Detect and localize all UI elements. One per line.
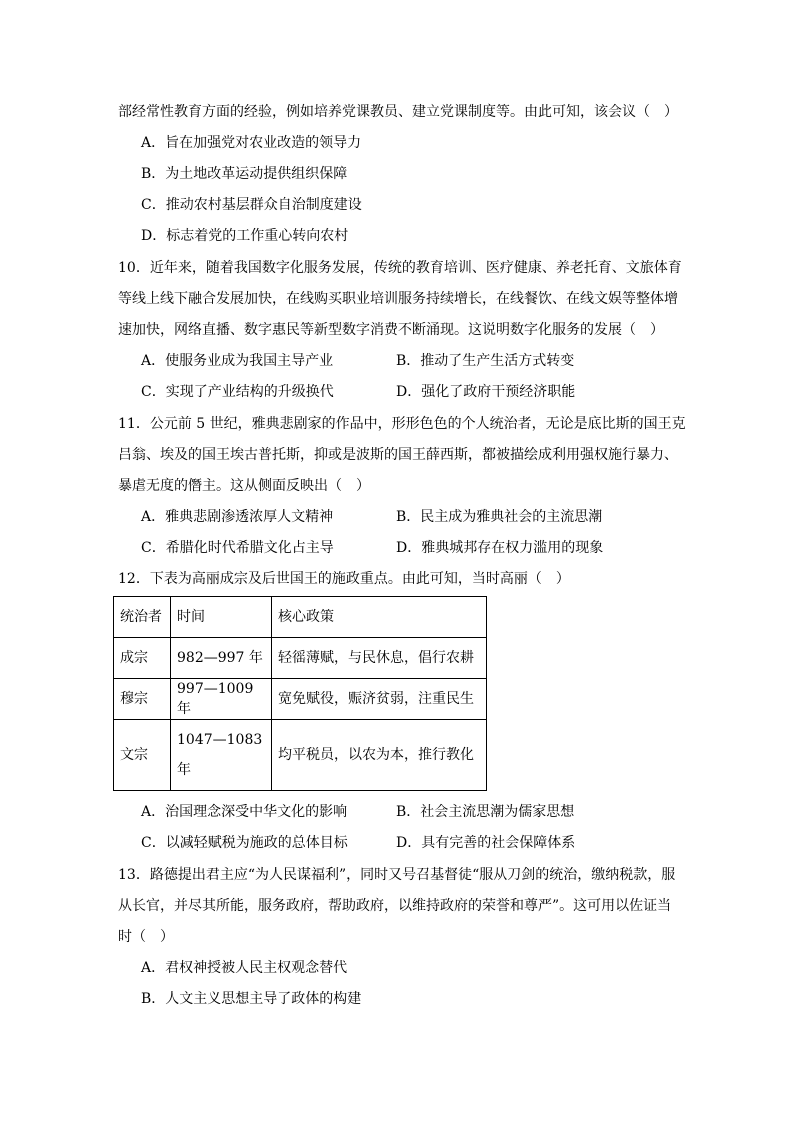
table-cell-policy: 均平税员，以农为本，推行教化 xyxy=(272,720,487,791)
q13-stem-line-3: 时（ ） xyxy=(118,929,174,945)
q9-option-d[interactable]: D．标志着党的工作重心转向农村 xyxy=(141,228,349,244)
policy-table xyxy=(113,596,487,791)
table-row xyxy=(114,638,487,679)
q11-stem-line-3: 暴虐无度的僭主。这从侧面反映出（ ） xyxy=(118,478,370,494)
q10-option-b[interactable]: B．推动了生产生活方式转变 xyxy=(396,353,575,369)
q12-option-c[interactable]: C．以减轻赋税为施政的总体目标 xyxy=(141,835,348,851)
q11-option-b[interactable]: B．民主成为雅典社会的主流思潮 xyxy=(396,509,603,525)
q12-option-b[interactable]: B．社会主流思潮为儒家思想 xyxy=(396,804,575,820)
table-row xyxy=(114,720,487,791)
q10-option-d[interactable]: D．强化了政府干预经济职能 xyxy=(396,384,576,400)
q10-option-c[interactable]: C．实现了产业结构的升级换代 xyxy=(141,384,334,400)
table-cell-policy: 宽免赋役，赈济贫弱，注重民生 xyxy=(272,679,487,720)
q11-stem-line-2: 吕翁、埃及的国王埃古普托斯，抑或是波斯的国王薛西斯，都被描绘成利用强权施行暴力、 xyxy=(118,447,678,463)
q13-stem-line-2: 从长官，并尽其所能，服务政府，帮助政府，以维持政府的荣誉和尊严”。这可用以佐证当 xyxy=(118,898,672,914)
q10-stem-line-2: 等线上线下融合发展加快，在线购买职业培训服务持续增长，在线餐饮、在线文娱等整体增 xyxy=(118,291,678,307)
table-cell-time: 982—997 年 xyxy=(171,638,272,679)
q10-stem-line-3: 速加快，网络直播、数字惠民等新型数字消费不断涌现。这说明数字化服务的发展（ ） xyxy=(118,322,664,338)
q13-option-b[interactable]: B．人文主义思想主导了政体的构建 xyxy=(141,991,362,1007)
q9-option-c[interactable]: C．推动农村基层群众自治制度建设 xyxy=(141,197,362,213)
table-header-time: 时间 xyxy=(171,597,272,638)
table-cell-time: 1047—1083 年 xyxy=(171,720,272,791)
q9-stem: 部经常性教育方面的经验，例如培养党课教员、建立党课制度等。由此可知，该会议（ ） xyxy=(118,104,678,120)
q9-option-b[interactable]: B．为土地改革运动提供组织保障 xyxy=(141,166,348,182)
q11-option-c[interactable]: C．希腊化时代希腊文化占主导 xyxy=(141,540,334,556)
table-cell-policy: 轻徭薄赋，与民休息，倡行农耕 xyxy=(272,638,487,679)
table-cell-ruler: 成宗 xyxy=(114,638,171,679)
table-header-ruler: 统治者 xyxy=(114,597,171,638)
q13-option-a[interactable]: A．君权神授被人民主权观念替代 xyxy=(141,960,348,976)
q12-option-a[interactable]: A．治国理念深受中华文化的影响 xyxy=(141,804,348,820)
q10-option-a[interactable]: A．使服务业成为我国主导产业 xyxy=(141,353,334,369)
q10-stem-line-1: 10．近年来，随着我国数字化服务发展，传统的教育培训、医疗健康、养老托育、文旅体育 xyxy=(118,260,682,276)
q11-option-d[interactable]: D．雅典城邦存在权力滥用的现象 xyxy=(396,540,604,556)
q9-option-a[interactable]: A．旨在加强党对农业改造的领导力 xyxy=(141,135,362,151)
q11-option-a[interactable]: A．雅典悲剧渗透浓厚人文精神 xyxy=(141,509,334,525)
table-header-policy: 核心政策 xyxy=(272,597,487,638)
table-header-row xyxy=(114,597,487,638)
q12-stem: 12．下表为高丽成宗及后世国王的施政重点。由此可知，当时高丽（ ） xyxy=(118,571,570,587)
q11-stem-line-1: 11．公元前 5 世纪，雅典悲剧家的作品中，形形色色的个人统治者，无论是底比斯的国王克 xyxy=(118,416,686,432)
table-row xyxy=(114,679,487,720)
table-cell-ruler: 穆宗 xyxy=(114,679,171,720)
table-cell-time: 997—1009 年 xyxy=(171,679,272,720)
q12-option-d[interactable]: D．具有完善的社会保障体系 xyxy=(396,835,576,851)
table-cell-ruler: 文宗 xyxy=(114,720,171,791)
q13-stem-line-1: 13．路德提出君主应“为人民谋福利”，同时又号召基督徒“服从刀剑的统治，缴纳税款，服 xyxy=(118,867,676,883)
